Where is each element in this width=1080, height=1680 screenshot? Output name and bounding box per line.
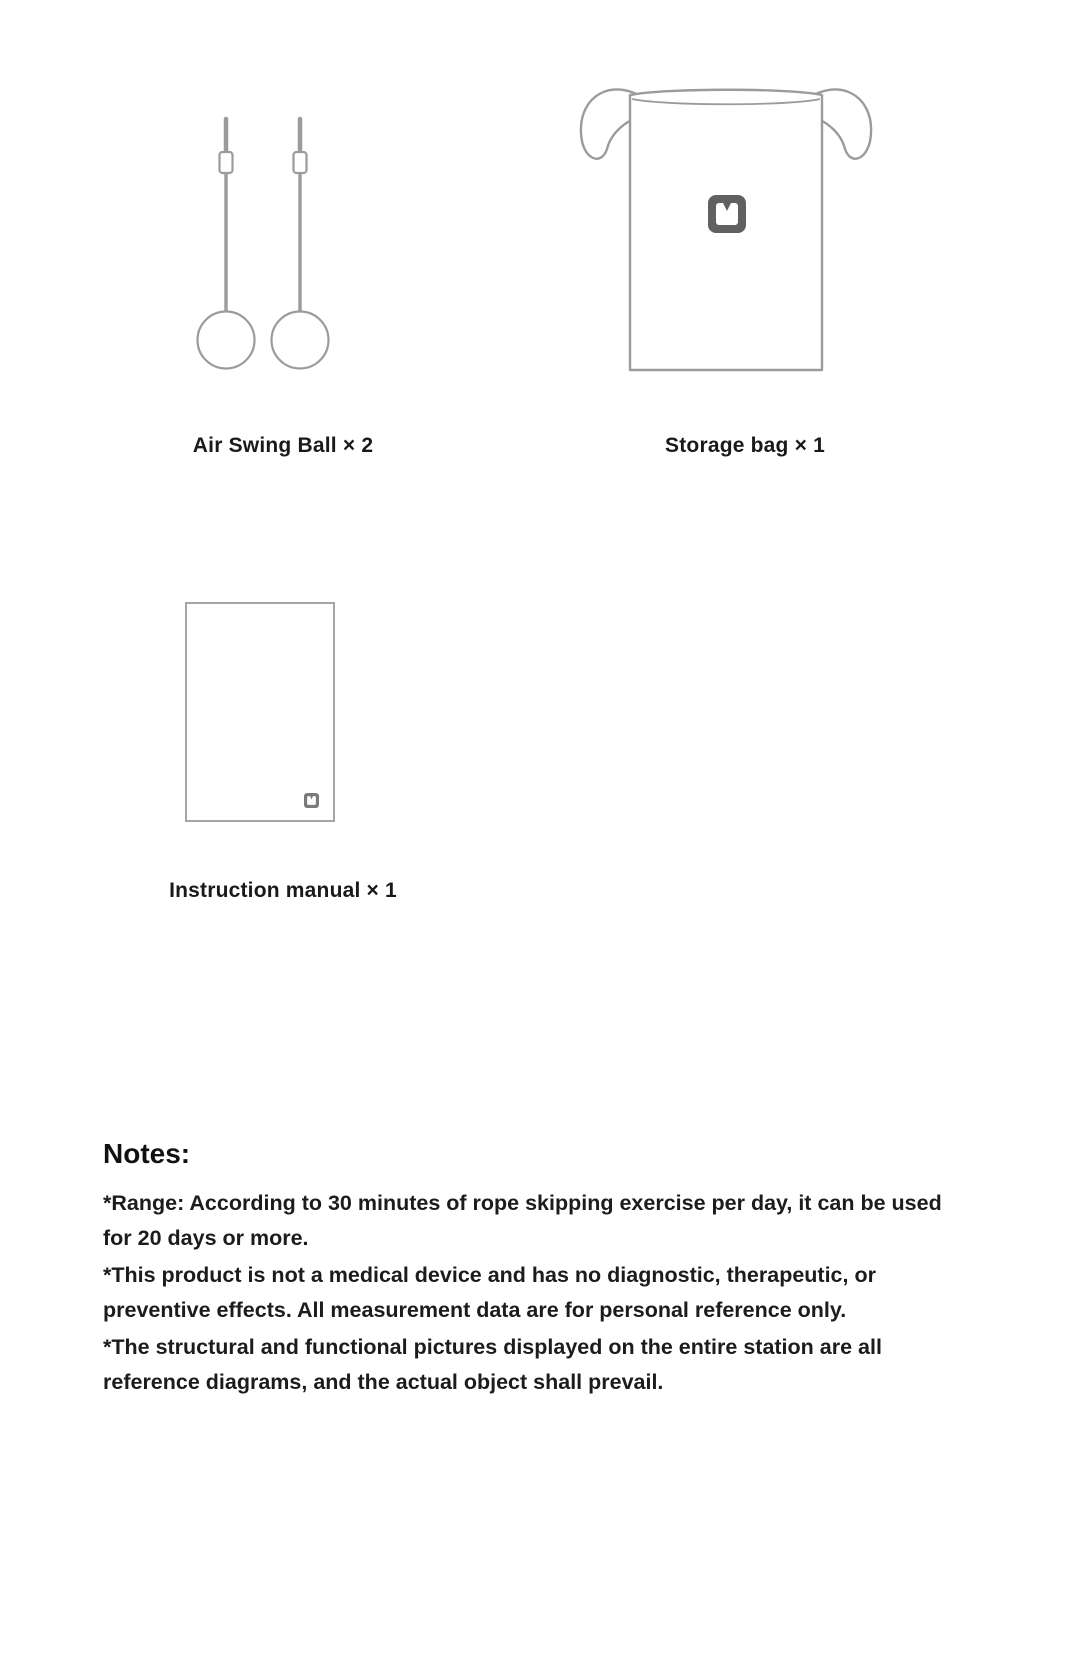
note-range: *Range: According to 30 minutes of rope skipping exercise per day, it can be used for 20 days or more. bbox=[103, 1191, 942, 1250]
air-swing-ball-icon bbox=[189, 112, 263, 374]
air-swing-ball-icon bbox=[263, 112, 337, 374]
notes-heading: Notes: bbox=[103, 1138, 191, 1169]
instruction-manual-label: Instruction manual × 1 bbox=[169, 879, 397, 902]
air-swing-ball-illustration-group bbox=[189, 112, 337, 374]
mijia-logo-icon bbox=[708, 195, 746, 233]
notes-section bbox=[103, 1138, 943, 1402]
mijia-logo-icon bbox=[304, 793, 319, 808]
air-swing-ball-label: Air Swing Ball × 2 bbox=[192, 434, 374, 457]
instruction-manual-illustration bbox=[185, 602, 335, 822]
storage-bag-label: Storage bag × 1 bbox=[665, 434, 825, 457]
note-medical-disclaimer: *This product is not a medical device and has no diagnostic, therapeutic, or preventive effects. All measurement data are for personal reference only. bbox=[103, 1263, 876, 1322]
storage-bag-illustration bbox=[565, 75, 895, 375]
note-reference-diagrams: *The structural and functional pictures displayed on the entire station are all reference diagrams, and the actual object shall prevail. bbox=[103, 1335, 882, 1394]
